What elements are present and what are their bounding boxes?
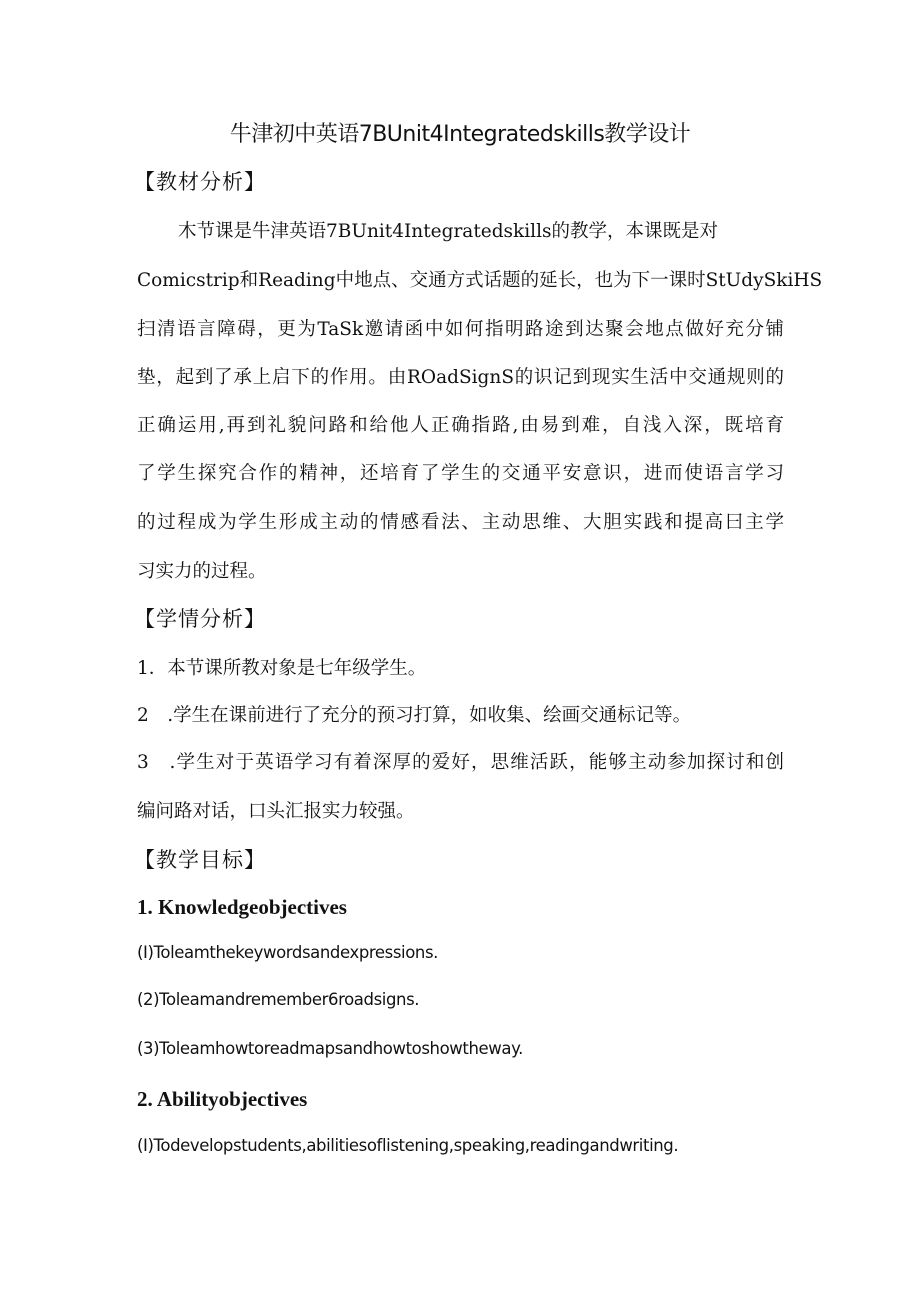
knowledge-objectives-title: 1. Knowledgeobjectives [137, 895, 347, 919]
objective-item: (3)Toleamhowtoreadmapsandhowtoshowtheway. [137, 1039, 523, 1058]
objective-item: (2)Toleamandremember6roadsigns. [137, 990, 420, 1009]
section-heading-textbook-analysis: 【教材分析】 [134, 170, 266, 194]
list-item: 1．本节课所教对象是七年级学生。 [137, 658, 427, 679]
objective-item: (I)Toleamthekeywordsandexpressions. [137, 943, 439, 962]
paragraph-line: 了学生探究合作的精神，还培育了学生的交通平安意识，进而使语言学习 [137, 463, 784, 484]
paragraph-line: 的过程成为学生形成主动的情感看法、主动思维、大胆实践和提高曰主学 [137, 512, 784, 533]
paragraph-line: Comicstrip和Reading中地点、交通方式话题的延长，也为下一课时StUdySkiHS [137, 270, 823, 291]
list-item: 编问路对话，口头汇报实力较强。 [137, 801, 415, 822]
section-heading-student-analysis: 【学情分析】 [134, 607, 266, 631]
paragraph-line: 习实力的过程。 [137, 561, 267, 582]
objective-item: (I)Todevelopstudents,abilitiesoflistening,speaking,readingandwriting. [137, 1136, 679, 1155]
list-item: 3 .学生对于英语学习有着深厚的爱好，思维活跃，能够主动参加探讨和创 [137, 752, 784, 773]
section-heading-teaching-objectives: 【教学目标】 [134, 848, 266, 872]
page-title: 牛津初中英语7BUnit4Integratedskills教学设计 [229, 122, 691, 147]
paragraph-line: 正确运用,再到礼貌问路和给他人正确指路,由易到难，自浅入深，既培育 [137, 415, 784, 436]
ability-objectives-title: 2. Abilityobjectives [137, 1087, 308, 1111]
paragraph-line: 垫，起到了承上启下的作用。由ROadSignS的识记到现实生活中交通规则的 [137, 367, 784, 388]
paragraph-line: 扫清语言障碍，更为TaSk邀请函中如何指明路途到达聚会地点做好充分铺 [137, 319, 784, 340]
list-item: 2 .学生在课前进行了充分的预习打算，如收集、绘画交通标记等。 [137, 705, 692, 726]
paragraph-line: 木节课是牛津英语7BUnit4Integratedskills的教学，本课既是对 [178, 221, 718, 242]
